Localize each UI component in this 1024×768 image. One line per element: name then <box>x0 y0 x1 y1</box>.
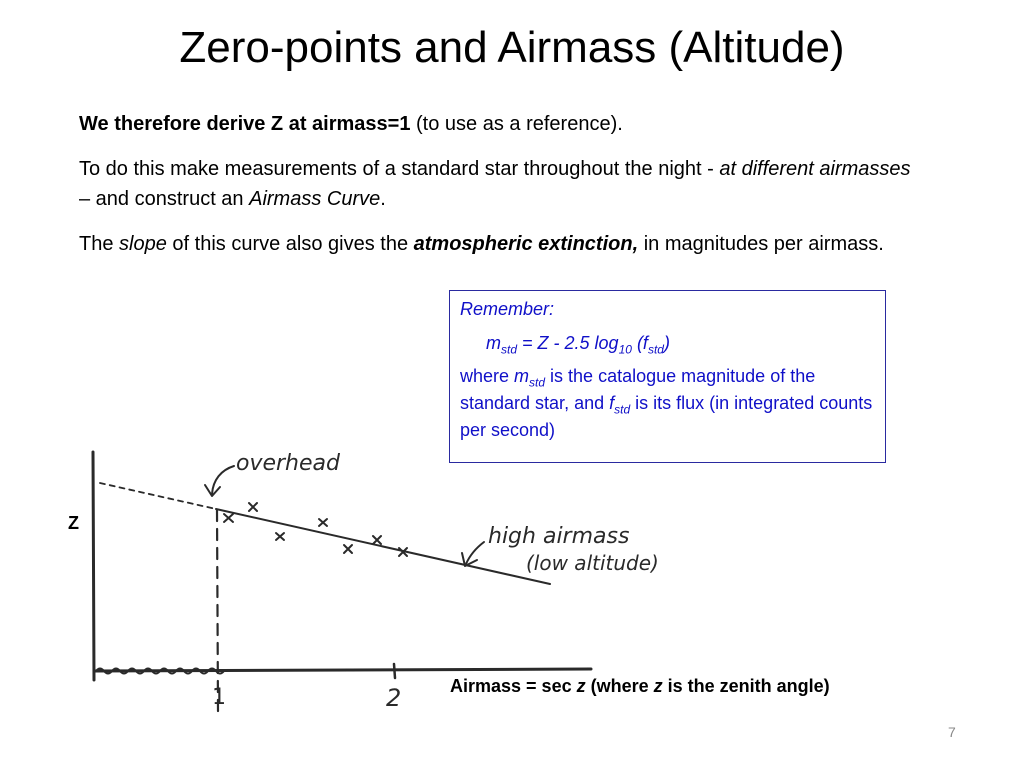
x-axis-caption <box>450 676 830 697</box>
eq-std-subscript: std <box>501 342 518 357</box>
expl-f: f <box>609 393 615 413</box>
data-point <box>276 533 284 540</box>
method-text-1: To do this make measurements of a standard star throughout the night - <box>79 158 720 180</box>
overhead-arrow <box>212 466 234 494</box>
method-emphasis-airmasses: at different airmasses <box>719 158 911 180</box>
slope-emphasis: slope <box>119 233 167 255</box>
method-text-3: . <box>380 188 386 210</box>
expl-m: m <box>514 366 530 386</box>
eq-close: ) <box>663 333 670 353</box>
remember-heading: Remember: <box>460 299 555 319</box>
eq-log-base: 10 <box>618 342 632 357</box>
data-points <box>224 503 407 556</box>
caption-z-2: z <box>653 676 663 696</box>
expl-m-subscript: std <box>529 375 546 390</box>
data-point <box>249 503 257 511</box>
expl-text-1: where <box>460 366 515 386</box>
data-point <box>319 519 327 526</box>
eq-m: m <box>486 333 501 353</box>
method-emphasis-curve: Airmass Curve <box>249 188 381 210</box>
eq-flux-subscript: std <box>647 342 664 357</box>
paragraph-method <box>79 154 919 214</box>
slide-title: Zero-points and Airmass (Altitude) <box>179 23 845 72</box>
caption-text-2: (where <box>585 676 654 696</box>
expl-f-subscript: std <box>614 402 631 417</box>
y-axis-label: Z <box>68 513 79 533</box>
remember-explanation <box>460 363 875 444</box>
caption-text-1: Airmass = sec <box>450 676 577 696</box>
annotation-high-airmass: high airmass <box>488 524 630 549</box>
tick-two <box>394 664 395 678</box>
paragraph-reference <box>79 109 919 139</box>
reference-note: (to use as a reference). <box>410 113 623 135</box>
caption-text-3: is the zenith angle) <box>662 676 830 696</box>
slope-text-1: The <box>79 233 120 255</box>
magnitude-equation <box>460 330 875 357</box>
remember-box <box>449 290 886 463</box>
caption-z-1: z <box>576 676 586 696</box>
high-airmass-arrowhead <box>462 553 477 566</box>
eq-middle: = Z - 2.5 log <box>517 333 619 353</box>
tick-label-2: 2 <box>386 684 402 712</box>
data-point <box>373 536 381 544</box>
data-point <box>224 514 233 522</box>
method-text-2: – and construct an <box>79 188 250 210</box>
extinction-emphasis: atmospheric extinction, <box>413 233 639 255</box>
reference-statement: We therefore derive Z at airmass=1 <box>79 113 411 135</box>
expl-text-3: is its flux (in integrated counts per second) <box>460 393 873 440</box>
airmass-one-line <box>217 510 218 712</box>
tick-label-1: 1 <box>212 685 226 710</box>
data-point <box>344 545 352 553</box>
slope-text-2: of this curve also gives the <box>166 233 414 255</box>
y-axis <box>93 452 94 680</box>
annotation-overhead: overhead <box>236 451 340 476</box>
extrapolation-line <box>100 483 216 509</box>
annotation-low-altitude: (low altitude) <box>526 551 659 575</box>
page-number: 7 <box>948 724 956 740</box>
eq-flux: (f <box>631 333 648 353</box>
slope-text-3: in magnitudes per airmass. <box>638 233 884 255</box>
paragraph-slope <box>79 229 919 259</box>
expl-text-2: is the catalogue magnitude of the standard star, and <box>460 366 816 413</box>
